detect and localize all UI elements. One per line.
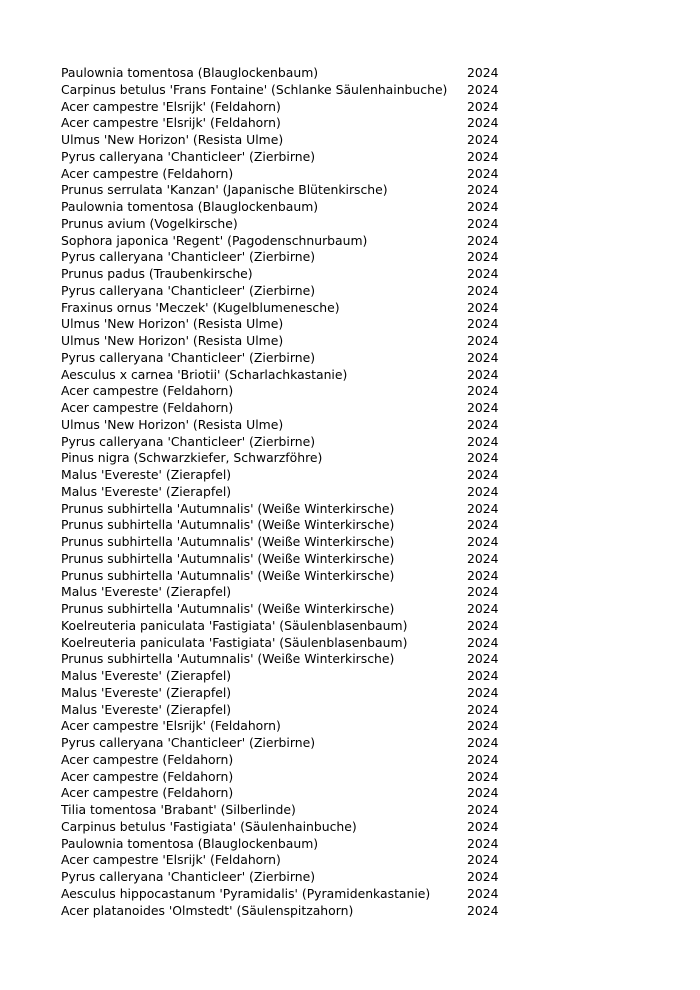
table-row bbox=[61, 199, 511, 216]
tree-name: Ulmus 'New Horizon' (Resista Ulme) bbox=[61, 316, 284, 332]
planting-year: 2024 bbox=[467, 835, 499, 851]
tree-name: Koelreuteria paniculata 'Fastigiata' (Säulenblasenbaum) bbox=[61, 634, 408, 650]
table-row bbox=[61, 300, 511, 317]
tree-name: Prunus avium (Vogelkirsche) bbox=[61, 215, 238, 231]
table-row bbox=[61, 434, 511, 451]
planting-year: 2024 bbox=[467, 684, 499, 700]
planting-year: 2024 bbox=[467, 165, 499, 181]
table-row bbox=[61, 785, 511, 802]
planting-year: 2024 bbox=[467, 65, 499, 80]
planting-year: 2024 bbox=[467, 852, 499, 868]
planting-year: 2024 bbox=[467, 802, 499, 817]
planting-year: 2024 bbox=[467, 584, 499, 600]
planting-year: 2024 bbox=[467, 433, 499, 449]
tree-name: Prunus subhirtella 'Autumnalis' (Weiße Winterkirsche) bbox=[61, 567, 395, 583]
table-row bbox=[61, 450, 511, 467]
tree-name: Carpinus betulus 'Frans Fontaine' (Schlanke Säulenhainbuche) bbox=[61, 81, 448, 97]
table-row bbox=[61, 115, 511, 132]
planting-year: 2024 bbox=[467, 400, 499, 415]
table-row bbox=[61, 752, 511, 769]
tree-name: Acer campestre (Feldahorn) bbox=[61, 768, 234, 784]
planting-year: 2024 bbox=[467, 282, 499, 298]
planting-year: 2024 bbox=[467, 199, 499, 214]
table-row bbox=[61, 869, 511, 886]
planting-year: 2024 bbox=[467, 467, 499, 482]
planting-year: 2024 bbox=[467, 634, 499, 650]
planting-year: 2024 bbox=[467, 567, 499, 583]
table-row bbox=[61, 702, 511, 719]
planting-year: 2024 bbox=[467, 534, 499, 549]
table-row bbox=[61, 819, 511, 836]
table-row bbox=[61, 467, 511, 484]
planting-year: 2024 bbox=[467, 349, 499, 365]
table-row bbox=[61, 484, 511, 501]
table-row bbox=[61, 149, 511, 166]
tree-name: Pyrus calleryana 'Chanticleer' (Zierbirne) bbox=[61, 282, 316, 298]
tree-name: Acer campestre (Feldahorn) bbox=[61, 165, 234, 181]
tree-name: Malus 'Evereste' (Zierapfel) bbox=[61, 668, 232, 683]
planting-year: 2024 bbox=[467, 182, 499, 198]
tree-name: Prunus subhirtella 'Autumnalis' (Weiße Winterkirsche) bbox=[61, 517, 395, 533]
planting-year: 2024 bbox=[467, 266, 499, 281]
table-row bbox=[61, 367, 511, 384]
planting-year: 2024 bbox=[467, 751, 499, 767]
table-row bbox=[61, 350, 511, 367]
table-row bbox=[61, 417, 511, 434]
planting-year: 2024 bbox=[467, 517, 499, 533]
tree-name: Acer campestre 'Elsrijk' (Feldahorn) bbox=[61, 115, 281, 131]
table-row bbox=[61, 836, 511, 853]
table-row bbox=[61, 668, 511, 685]
tree-name: Ulmus 'New Horizon' (Resista Ulme) bbox=[61, 333, 284, 348]
tree-name: Pyrus calleryana 'Chanticleer' (Zierbirne) bbox=[61, 349, 316, 365]
planting-year: 2024 bbox=[467, 333, 499, 348]
planting-year: 2024 bbox=[467, 232, 499, 248]
planting-year: 2024 bbox=[467, 718, 499, 734]
tree-name: Aesculus x carnea 'Briotii' (Scharlachkastanie) bbox=[61, 366, 348, 382]
table-row bbox=[61, 601, 511, 618]
planting-year: 2024 bbox=[467, 249, 499, 265]
tree-name: Fraxinus ornus 'Meczek' (Kugelblumenesche) bbox=[61, 299, 340, 315]
table-row bbox=[61, 886, 511, 903]
tree-name: Ulmus 'New Horizon' (Resista Ulme) bbox=[61, 132, 284, 147]
planting-year: 2024 bbox=[467, 668, 499, 683]
tree-name: Paulownia tomentosa (Blauglockenbaum) bbox=[61, 835, 319, 851]
table-row bbox=[61, 249, 511, 266]
planting-year: 2024 bbox=[467, 366, 499, 382]
planting-year: 2024 bbox=[467, 768, 499, 784]
tree-list bbox=[61, 65, 511, 919]
tree-name: Prunus serrulata 'Kanzan' (Japanische Blütenkirsche) bbox=[61, 182, 388, 198]
planting-year: 2024 bbox=[467, 617, 499, 633]
table-row bbox=[61, 233, 511, 250]
planting-year: 2024 bbox=[467, 500, 499, 516]
planting-year: 2024 bbox=[467, 115, 499, 131]
tree-name: Carpinus betulus 'Fastigiata' (Säulenhainbuche) bbox=[61, 818, 357, 834]
table-row bbox=[61, 166, 511, 183]
planting-year: 2024 bbox=[467, 450, 499, 466]
tree-name: Prunus subhirtella 'Autumnalis' (Weiße Winterkirsche) bbox=[61, 550, 395, 566]
tree-name: Prunus subhirtella 'Autumnalis' (Weiße Winterkirsche) bbox=[61, 534, 395, 549]
table-row bbox=[61, 182, 511, 199]
tree-name: Acer campestre (Feldahorn) bbox=[61, 785, 234, 801]
tree-name: Tilia tomentosa 'Brabant' (Silberlinde) bbox=[61, 802, 296, 817]
table-row bbox=[61, 65, 511, 82]
tree-name: Acer campestre (Feldahorn) bbox=[61, 400, 234, 415]
table-row bbox=[61, 618, 511, 635]
planting-year: 2024 bbox=[467, 885, 499, 901]
table-row bbox=[61, 568, 511, 585]
tree-name: Pyrus calleryana 'Chanticleer' (Zierbirne) bbox=[61, 433, 316, 449]
tree-name: Acer campestre 'Elsrijk' (Feldahorn) bbox=[61, 718, 281, 734]
table-row bbox=[61, 132, 511, 149]
table-row bbox=[61, 216, 511, 233]
tree-name: Sophora japonica 'Regent' (Pagodenschnurbaum) bbox=[61, 232, 368, 248]
table-row bbox=[61, 651, 511, 668]
table-row bbox=[61, 501, 511, 518]
tree-name: Acer campestre (Feldahorn) bbox=[61, 383, 234, 399]
planting-year: 2024 bbox=[467, 785, 499, 801]
table-row bbox=[61, 551, 511, 568]
tree-name: Pyrus calleryana 'Chanticleer' (Zierbirne) bbox=[61, 148, 316, 164]
table-row bbox=[61, 99, 511, 116]
tree-name: Pinus nigra (Schwarzkiefer, Schwarzföhre) bbox=[61, 450, 323, 466]
tree-name: Pyrus calleryana 'Chanticleer' (Zierbirne) bbox=[61, 249, 316, 265]
table-row bbox=[61, 534, 511, 551]
table-row bbox=[61, 82, 511, 99]
planting-year: 2024 bbox=[467, 299, 499, 315]
planting-year: 2024 bbox=[467, 869, 499, 884]
planting-year: 2024 bbox=[467, 818, 499, 834]
table-row bbox=[61, 718, 511, 735]
table-row bbox=[61, 852, 511, 869]
tree-name: Malus 'Evereste' (Zierapfel) bbox=[61, 701, 232, 717]
planting-year: 2024 bbox=[467, 651, 499, 667]
planting-year: 2024 bbox=[467, 735, 499, 750]
planting-year: 2024 bbox=[467, 81, 499, 97]
tree-name: Aesculus hippocastanum 'Pyramidalis' (Pyramidenkastanie) bbox=[61, 885, 431, 901]
planting-year: 2024 bbox=[467, 148, 499, 164]
planting-year: 2024 bbox=[467, 383, 499, 399]
tree-name: Acer campestre 'Elsrijk' (Feldahorn) bbox=[61, 852, 281, 868]
planting-year: 2024 bbox=[467, 215, 499, 231]
planting-year: 2024 bbox=[467, 98, 499, 114]
tree-name: Koelreuteria paniculata 'Fastigiata' (Säulenblasenbaum) bbox=[61, 617, 408, 633]
tree-name: Malus 'Evereste' (Zierapfel) bbox=[61, 467, 232, 482]
tree-name: Paulownia tomentosa (Blauglockenbaum) bbox=[61, 65, 319, 80]
tree-name: Acer platanoides 'Olmstedt' (Säulenspitzahorn) bbox=[61, 902, 354, 918]
planting-year: 2024 bbox=[467, 902, 499, 918]
tree-name: Malus 'Evereste' (Zierapfel) bbox=[61, 584, 232, 600]
table-row bbox=[61, 802, 511, 819]
tree-name: Pyrus calleryana 'Chanticleer' (Zierbirne) bbox=[61, 869, 316, 884]
table-row bbox=[61, 316, 511, 333]
tree-name: Prunus subhirtella 'Autumnalis' (Weiße Winterkirsche) bbox=[61, 500, 395, 516]
tree-name: Pyrus calleryana 'Chanticleer' (Zierbirne) bbox=[61, 735, 316, 750]
tree-name: Paulownia tomentosa (Blauglockenbaum) bbox=[61, 199, 319, 214]
tree-name: Prunus padus (Traubenkirsche) bbox=[61, 266, 253, 281]
table-row bbox=[61, 333, 511, 350]
table-row bbox=[61, 400, 511, 417]
planting-year: 2024 bbox=[467, 550, 499, 566]
table-row bbox=[61, 283, 511, 300]
planting-year: 2024 bbox=[467, 316, 499, 332]
planting-year: 2024 bbox=[467, 701, 499, 717]
table-row bbox=[61, 584, 511, 601]
tree-name: Ulmus 'New Horizon' (Resista Ulme) bbox=[61, 416, 284, 432]
planting-year: 2024 bbox=[467, 416, 499, 432]
table-row bbox=[61, 517, 511, 534]
table-row bbox=[61, 903, 511, 920]
table-row bbox=[61, 635, 511, 652]
table-row bbox=[61, 769, 511, 786]
table-row bbox=[61, 685, 511, 702]
planting-year: 2024 bbox=[467, 132, 499, 147]
tree-name: Malus 'Evereste' (Zierapfel) bbox=[61, 684, 232, 700]
table-row bbox=[61, 735, 511, 752]
tree-name: Malus 'Evereste' (Zierapfel) bbox=[61, 483, 232, 499]
table-row bbox=[61, 383, 511, 400]
tree-name: Prunus subhirtella 'Autumnalis' (Weiße Winterkirsche) bbox=[61, 601, 395, 616]
tree-name: Acer campestre (Feldahorn) bbox=[61, 751, 234, 767]
tree-name: Prunus subhirtella 'Autumnalis' (Weiße Winterkirsche) bbox=[61, 651, 395, 667]
planting-year: 2024 bbox=[467, 601, 499, 616]
planting-year: 2024 bbox=[467, 483, 499, 499]
table-row bbox=[61, 266, 511, 283]
tree-name: Acer campestre 'Elsrijk' (Feldahorn) bbox=[61, 98, 281, 114]
